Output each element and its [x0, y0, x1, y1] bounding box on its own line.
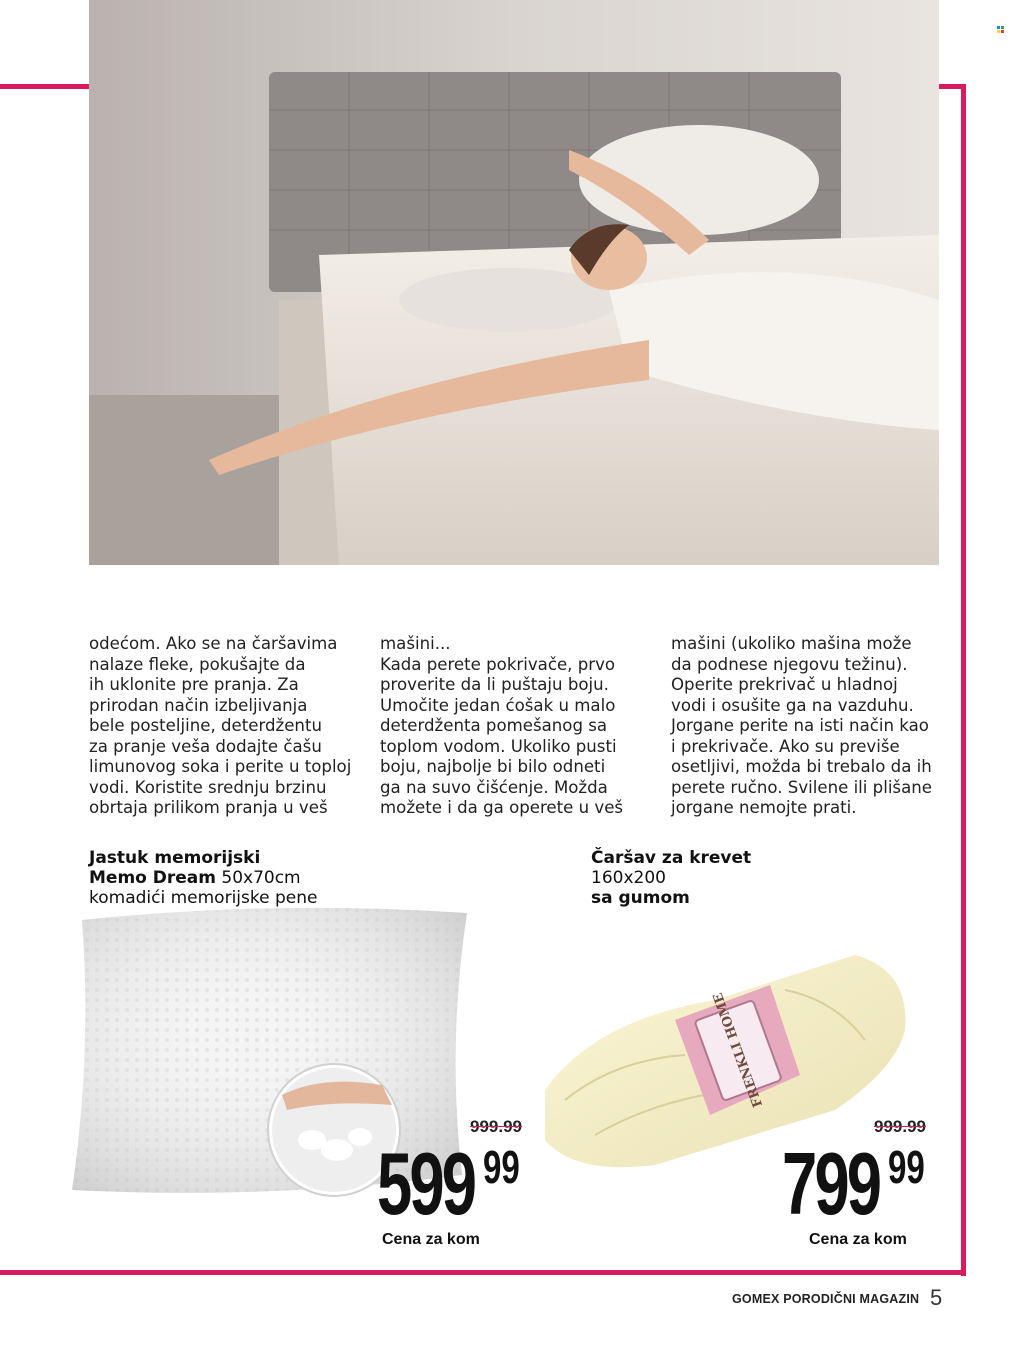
product1-price: [377, 1134, 537, 1233]
product1-unit-label: Cena za kom: [382, 1231, 480, 1248]
page-number: 5: [930, 1285, 943, 1310]
product1-description: komadići memorijske pene: [89, 888, 318, 908]
product1-price-decimal: 99: [483, 1141, 520, 1193]
product2-old-price: 999.99: [874, 1117, 926, 1136]
product1-old-price: 999.99: [470, 1117, 522, 1136]
product1-name-line2: Memo Dream: [89, 868, 216, 888]
article-column-2: mašini... Kada perete pokrivače, prvo proverite da li puštaju boju. Umočite jedan ćošak u malo deterdženta pomešanog sa toplom vodom. Ukoliko pusti boju, najbolje bi bilo odneti ga na suvo čišćenje. Možda možete i da ga operete u veš: [380, 634, 624, 817]
article-column-3: mašini (ukoliko mašina može da podnese njegovu težinu). Operite prekrivač u hladnoj vodi i osušite ga na vazduhu. Jorgane perite na isti način kao i prekrivače. Ako su previše osetljivi, možda bi trebalo da ih perete ručno. Svilene ili plišane jorgane nemojte prati.: [671, 634, 932, 817]
product1-size: 50x70cm: [215, 868, 301, 888]
corner-mark-icon: [997, 26, 1005, 34]
product2-price: [782, 1134, 942, 1233]
product2-title: [591, 848, 891, 908]
frame-bottom-line: [0, 1270, 966, 1275]
product2-price-decimal: 99: [888, 1141, 925, 1193]
product2-size: 160x200: [591, 868, 666, 888]
article-column-1: odećom. Ako se na čaršavima nalaze fleke, pokušajte da ih uklonite pre pranja. Za prirodan način izbeljivanja bele posteljine, deterdžentu za pranje veša dodajte čašu limunovog soka i perite u toploj vodi. Koristite srednju brzinu obrtaja prilikom pranja u veš: [89, 634, 352, 817]
product2-name: Čaršav za krevet: [591, 848, 752, 868]
product2-extra: sa gumom: [591, 888, 690, 908]
product2-price-integer: 799: [782, 1134, 880, 1233]
sheet-band-label: FRENKLI HOME: [710, 990, 767, 1110]
product1-name-line1: Jastuk memorijski: [89, 848, 261, 868]
product2-unit-label: Cena za kom: [809, 1231, 907, 1248]
footer-magazine-name: GOMEX PORODIČNI MAGAZIN: [732, 1292, 920, 1306]
hero-photo: [89, 0, 939, 565]
product1-price-integer: 599: [377, 1134, 475, 1233]
product1-title: [89, 848, 409, 908]
frame-right-line: [961, 84, 966, 1276]
